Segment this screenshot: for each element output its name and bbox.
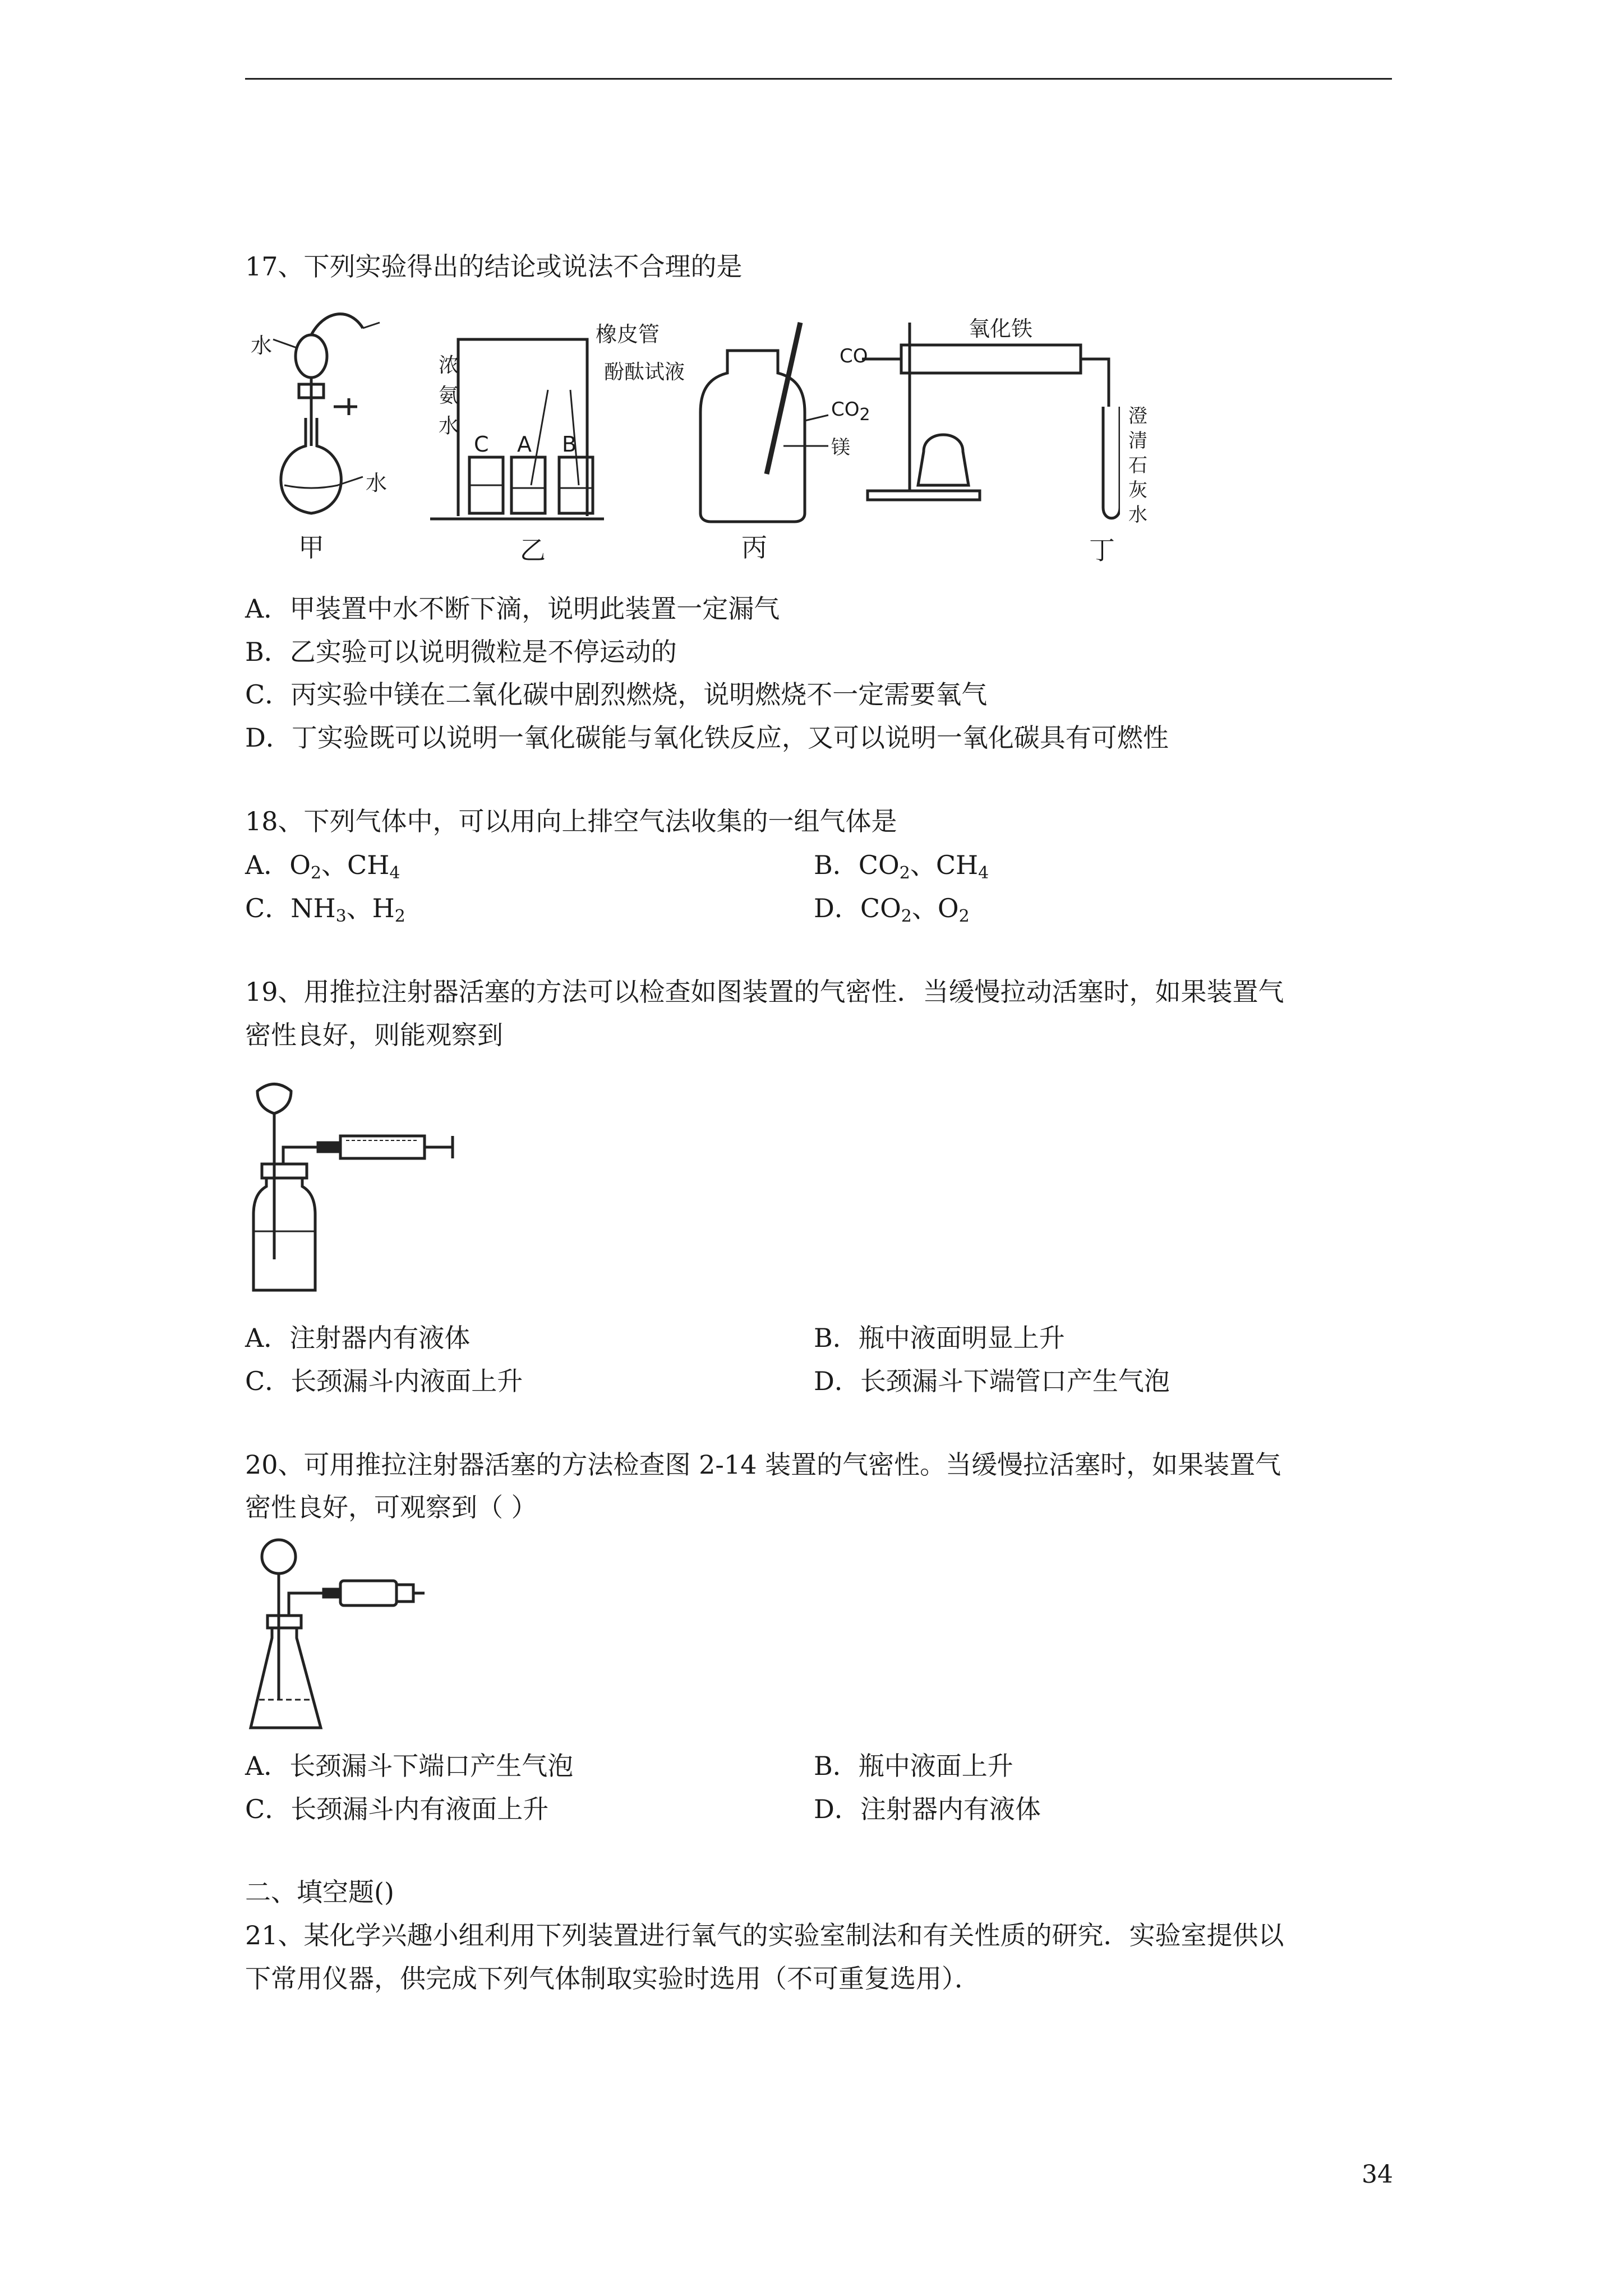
q17-option-c: C．丙实验中镁在二氧化碳中剧烈燃烧，说明燃烧不一定需要氧气 — [245, 679, 988, 710]
q21-line1: 21、某化学兴趣小组利用下列装置进行氧气的实验室制法和有关性质的研究．实验室提供以 — [245, 1920, 1284, 1950]
label-co: CO — [840, 345, 868, 367]
q18-option-a: A．$O_2$、$CH_4$ — [245, 850, 400, 883]
q17-stem: 17、下列实验得出的结论或说法不合理的是 — [245, 251, 743, 282]
q17-option-b: B．乙实验可以说明微粒是不停运动的 — [245, 637, 677, 667]
q19-stem-line1: 19、用推拉注射器活塞的方法可以检查如图装置的气密性．当缓慢拉动活塞时，如果装置气 — [245, 977, 1284, 1007]
label-limewater: 澄 清 石 灰 水 — [1128, 405, 1147, 526]
label-water-top: 水 — [251, 333, 273, 358]
label-ding: 丁 — [1089, 535, 1115, 565]
page-number: 34 — [1362, 2160, 1393, 2189]
q18-option-c: C．$NH_3$、$H_2$ — [245, 893, 405, 926]
label-iron-oxide: 氧化铁 — [969, 316, 1033, 341]
q19-figure — [245, 1080, 481, 1299]
label-bing: 丙 — [741, 532, 767, 563]
q21-line2: 下常用仪器，供完成下列气体制取实验时选用（不可重复选用）． — [245, 1963, 980, 1994]
q19-option-c: C．长颈漏斗内液面上升 — [245, 1366, 523, 1396]
label-phenolphthalein: 酚酞试液 — [604, 361, 685, 384]
label-beaker-b: B — [562, 432, 577, 457]
q20-stem-line1: 20、可用推拉注射器活塞的方法检查图 2-14 装置的气密性。当缓慢拉活塞时，如果装置气 — [245, 1450, 1281, 1480]
section-heading: 二、填空题() — [245, 1877, 394, 1907]
label-beaker-c: C — [474, 432, 489, 457]
q17-figure — [245, 306, 1147, 569]
q20-option-d: D．注射器内有液体 — [814, 1794, 1041, 1824]
q17-option-d: D．丁实验既可以说明一氧化碳能与氧化铁反应，又可以说明一氧化碳具有可燃性 — [245, 723, 1169, 753]
apparatus-bing — [700, 323, 828, 522]
q20-option-c: C．长颈漏斗内有液面上升 — [245, 1794, 549, 1824]
q20-option-a: A．长颈漏斗下端口产生气泡 — [245, 1751, 574, 1781]
q20-option-b: B．瓶中液面上升 — [814, 1751, 1013, 1781]
q18-option-d: D．$CO_2$、$O_2$ — [814, 893, 970, 926]
label-jia: 甲 — [298, 532, 324, 563]
label-yi: 乙 — [520, 535, 546, 565]
q18-option-b: B．$CO_2$、$CH_4$ — [814, 850, 989, 883]
label-water-flask: 水 — [366, 471, 388, 495]
q18-stem: 18、下列气体中，可以用向上排空气法收集的一组气体是 — [245, 806, 897, 836]
apparatus-jia — [273, 314, 380, 513]
label-beaker-a: A — [517, 432, 532, 457]
q19-stem-line2: 密性良好，则能观察到 — [245, 1020, 503, 1050]
header-rule — [245, 78, 1392, 80]
q17-option-a: A．甲装置中水不断下滴，说明此装置一定漏气 — [245, 593, 780, 624]
label-co2: $CO_2$ — [831, 398, 870, 425]
q20-figure — [245, 1531, 481, 1739]
label-rubber-tube: 橡皮管 — [596, 322, 660, 347]
label-mg: 镁 — [831, 436, 850, 459]
q19-option-b: B．瓶中液面明显上升 — [814, 1323, 1065, 1353]
q20-stem-line2: 密性良好，可观察到（ ） — [245, 1492, 537, 1522]
label-conc-ammonia: 浓 氨 水 — [439, 354, 459, 438]
apparatus-ding — [862, 323, 1120, 518]
q19-option-a: A．注射器内有液体 — [245, 1323, 471, 1353]
q19-option-d: D．长颈漏斗下端管口产生气泡 — [814, 1366, 1170, 1396]
